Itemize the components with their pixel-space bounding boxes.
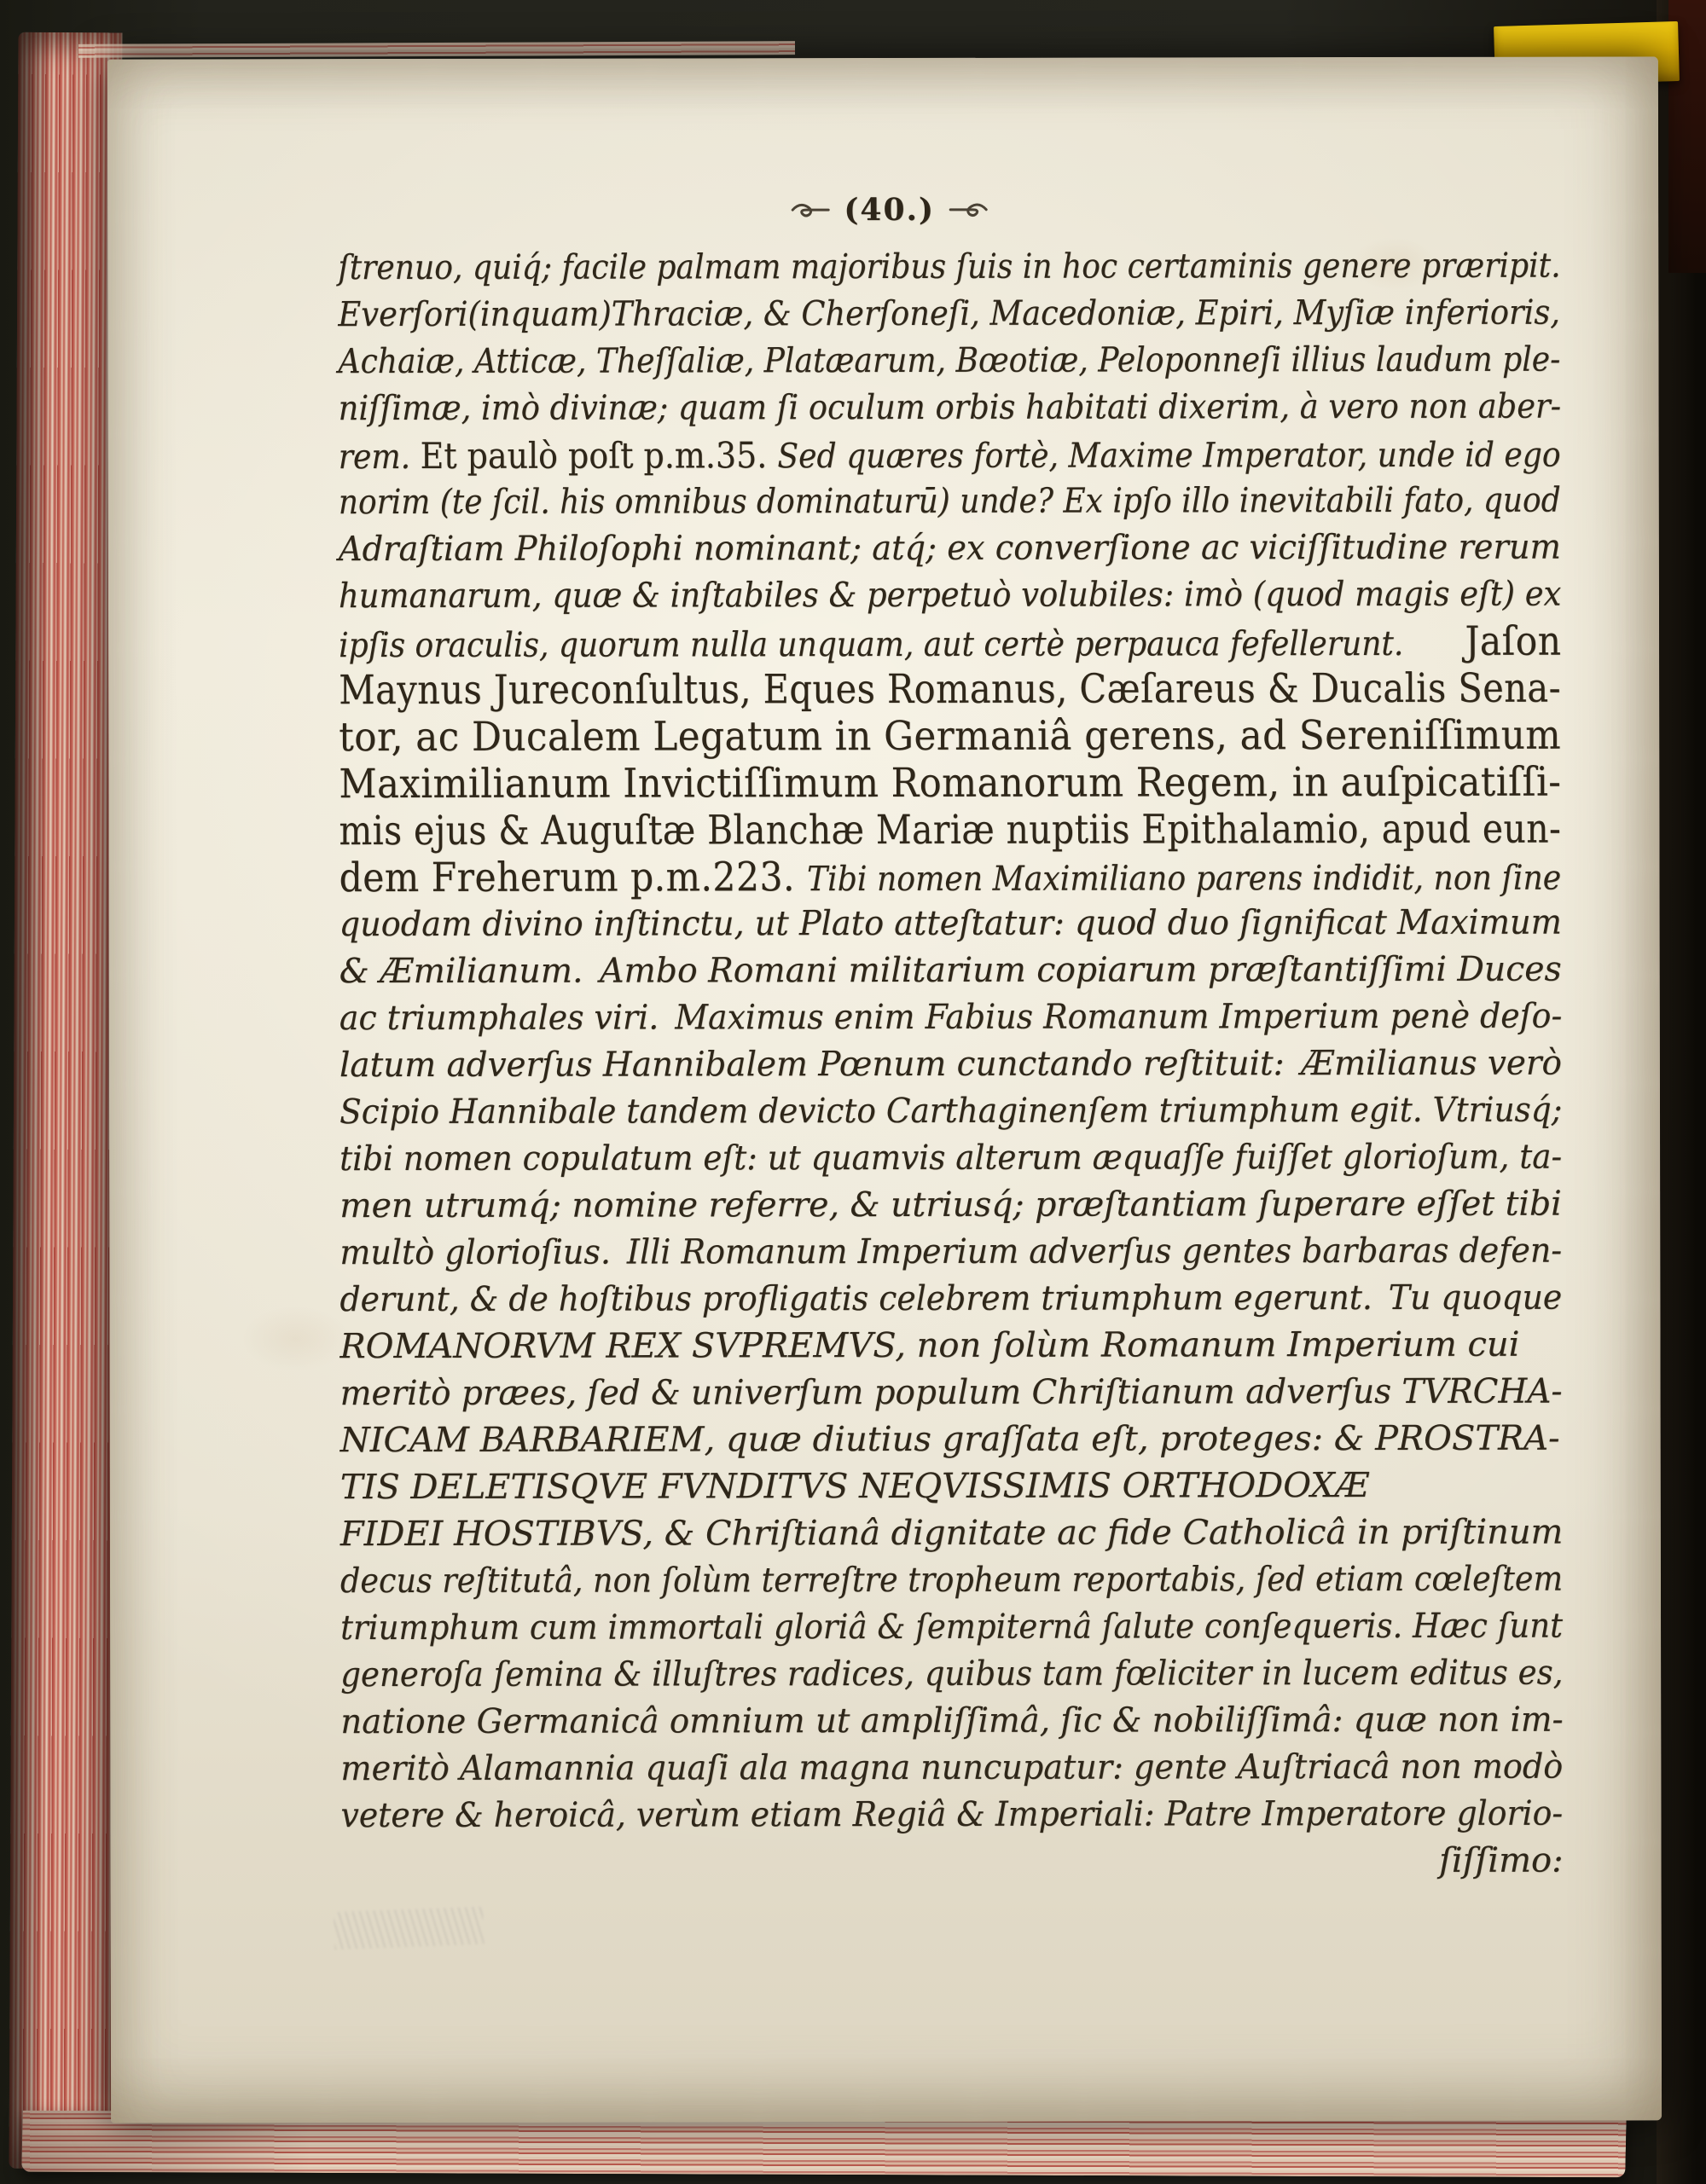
text-line: dem Freherum p.m.223. Tibi nomen Maximiliano parens indidit, non ſine — [339, 854, 1562, 902]
text-line: quodam divino inſtinctu, ut Plato atteſtatur: quod duo ſignificat Maximum — [339, 902, 1562, 945]
text-line: decus reſtitutâ, non ſolùm terreſtre tropheum reportabis, ſed etiam cœleſtem — [339, 1559, 1564, 1602]
text-line: derunt, & de hoſtibus profligatis celebrem triumphum egerunt. Tu quoque — [339, 1277, 1563, 1320]
catchword: ſiſſimo: — [1439, 1840, 1564, 1880]
binding-gutter-shadow — [1657, 0, 1706, 2184]
book-page — [107, 56, 1662, 2123]
text-line: tibi nomen copulatum eſt: ut quamvis alterum æquaſſe fuiſſet glorioſum, ta- — [339, 1137, 1563, 1179]
text-line: humanarum, quæ & inſtabiles & perpetuò volubiles: imò (quod magis eſt) ex — [338, 574, 1562, 617]
text-line: Adraſtiam Philoſophi nominant; atq́; ex converſione ac viciſſitudine rerum — [338, 527, 1561, 570]
text-line: generoſa ſemina & illuſtres radices, quibus tam fœliciter in lucem editus es, — [340, 1653, 1564, 1695]
text-line: Everſori(inquam)Thraciæ, & Cherſoneſi, Macedoniæ, Epiri, Myſiæ inferioris, — [338, 293, 1560, 335]
text-line: rem. Et paulò poſt p.m.35. Sed quæres fortè, Maxime Imperator, unde id ego — [338, 434, 1561, 478]
text-line: ipſis oraculis, quorum nulla unquam, aut certè perpauca fefellerunt. Jaſon — [339, 617, 1562, 666]
text-line: NICAM BARBARIEM, quæ diutius graſſata eſt, proteges: & PROSTRA- — [339, 1418, 1560, 1461]
text-line: norim (te ſcil. his omnibus dominaturū) unde? Ex ipſo illo inevitabili fato, quod — [338, 480, 1561, 523]
text-line: meritò præes, ſed & univerſum populum Chriſtianum adverſus TVRCHA- — [339, 1371, 1563, 1414]
fleuron-right-icon — [949, 200, 988, 220]
text-line: men utrumq́; nomine referre, & utriusq́; præſtantiam ſuperare eſſet tibi — [339, 1184, 1562, 1226]
catchword-row — [341, 1838, 1564, 1887]
text-line: Scipio Hannibale tandem devicto Carthaginenſem triumphum egit. Vtriusq́; — [339, 1090, 1563, 1133]
text-line: ROMANORVM REX SVPREMVS, non ſolùm Romanum Imperium cui — [339, 1324, 1520, 1367]
text-line: tor, ac Ducalem Legatum in Germaniâ gerens, ad Sereniſſimum — [339, 711, 1562, 762]
fore-edge-page-stack — [9, 32, 123, 2170]
text-line: natione Germanicâ omnium ut ampliſſimâ, ſic & nobiliſſimâ: quæ non im- — [340, 1700, 1564, 1742]
fleuron-left-icon — [791, 200, 830, 220]
top-page-edges — [78, 41, 795, 58]
text-line: vetere & heroicâ, verùm etiam Regiâ & Imperiali: Patre Imperatore glorio- — [340, 1793, 1564, 1836]
text-line: ac triumphales viri. Maximus enim Fabius Romanum Imperium penè deſo- — [339, 996, 1563, 1039]
text-line: latum adverſus Hannibalem Pœnum cunctando reſtituit: Æmilianus verò — [339, 1043, 1562, 1086]
pencil-smudge — [334, 1907, 484, 1949]
text-line: meritò Alamannia quaſi ala magna nuncupatur: gente Auſtriacâ non modò — [340, 1747, 1564, 1789]
text-line: & Æmilianum. Ambo Romani militarium copiarum præſtantiſſimi Duces — [339, 949, 1562, 992]
text-line: Maximilianum Invictiſſimum Romanorum Regem, in auſpicatiſſi- — [339, 758, 1562, 808]
text-line: Achaiæ, Atticæ, Theſſaliæ, Platæarum, Bœotiæ, Peloponneſi illius laudum ple- — [338, 339, 1561, 382]
text-line: ſtrenuo, quiq́; facile palmam majoribus ſuis in hoc certaminis genere præripit. — [338, 246, 1561, 288]
text-line: multò glorioſius. Illi Romanum Imperium adverſus gentes barbaras defen- — [339, 1231, 1563, 1273]
text-line: mis ejus & Auguſtæ Blanchæ Mariæ nuptiis Epithalamio, apud eun- — [339, 805, 1562, 855]
text-block — [338, 243, 1563, 1839]
text-line: Maynus Jureconſultus, Eques Romanus, Cæſareus & Ducalis Sena- — [339, 664, 1562, 715]
page-header — [278, 185, 1500, 235]
text-line: triumphum cum immortali gloriâ & ſempiternâ ſalute conſequeris. Hæc ſunt — [340, 1606, 1564, 1648]
page-number: (40.) — [844, 191, 936, 229]
text-line: TIS DELETISQVE FVNDITVS NEQVISSIMIS ORTHODOXÆ — [339, 1466, 1369, 1508]
text-line: FIDEI HOSTIBVS, & Chriſtianâ dignitate ac fide Catholicâ in priſtinum — [339, 1512, 1564, 1555]
text-line: niſſimæ, imò divinæ; quam ſi oculum orbis habitati dixerim, à vero non aber- — [338, 386, 1562, 429]
